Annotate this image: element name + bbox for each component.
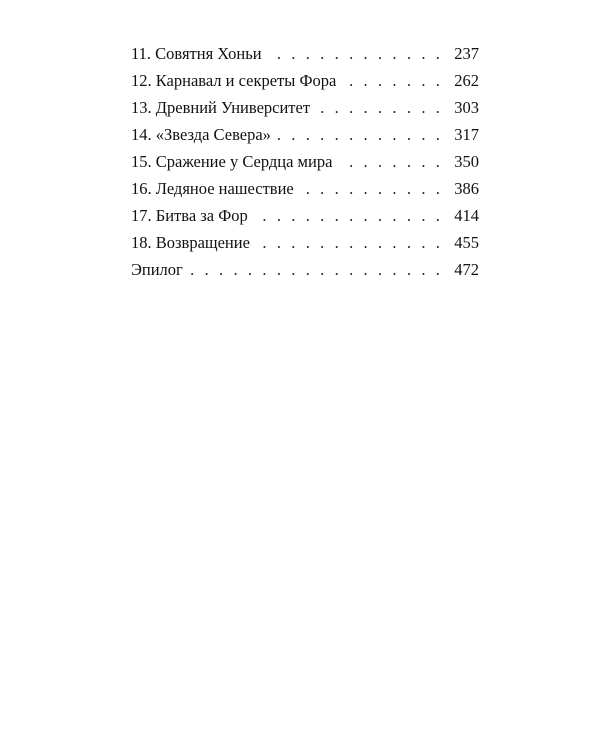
toc-entry-title: 16. Ледяное нашествие [131, 175, 300, 202]
dot-leader [277, 121, 443, 148]
toc-entry-title: Эпилог [131, 256, 189, 283]
toc-entry-page: 303 [454, 98, 479, 117]
toc-entry-title: 15. Сражение у Сердца мира [131, 148, 338, 175]
toc-entry-title: 14. «Звезда Севера» [131, 121, 277, 148]
toc-entry-11[interactable] [131, 40, 479, 67]
toc-entry-15[interactable] [131, 148, 479, 175]
dot-leader [254, 202, 443, 229]
toc-entry-page: 350 [454, 152, 479, 171]
toc-entry-18[interactable] [131, 229, 479, 256]
dot-leader [342, 67, 443, 94]
dot-leader [300, 175, 443, 202]
toc-entry-epilogue[interactable] [131, 256, 479, 283]
toc-entry-title: 18. Возвращение [131, 229, 256, 256]
toc-entry-page: 386 [454, 179, 479, 198]
dot-leader [316, 94, 443, 121]
toc-entry-12[interactable] [131, 67, 479, 94]
toc-entry-page: 455 [454, 233, 479, 252]
toc-entry-16[interactable] [131, 175, 479, 202]
dot-leader [189, 256, 443, 283]
toc-entry-title: 11. Совятня Хоньи [131, 40, 268, 67]
toc-entry-13[interactable] [131, 94, 479, 121]
toc-entry-page: 317 [454, 125, 479, 144]
table-of-contents [131, 40, 479, 283]
toc-entry-title: 12. Карнавал и секреты Фора [131, 67, 342, 94]
toc-entry-page: 262 [454, 71, 479, 90]
toc-entry-page: 414 [454, 206, 479, 225]
toc-entry-page: 237 [454, 44, 479, 63]
toc-entry-page: 472 [454, 260, 479, 279]
toc-entry-14[interactable] [131, 121, 479, 148]
dot-leader [268, 40, 443, 67]
dot-leader [256, 229, 443, 256]
toc-entry-title: 17. Битва за Фор [131, 202, 254, 229]
dot-leader [338, 148, 443, 175]
toc-entry-title: 13. Древний Университет [131, 94, 316, 121]
toc-entry-17[interactable] [131, 202, 479, 229]
